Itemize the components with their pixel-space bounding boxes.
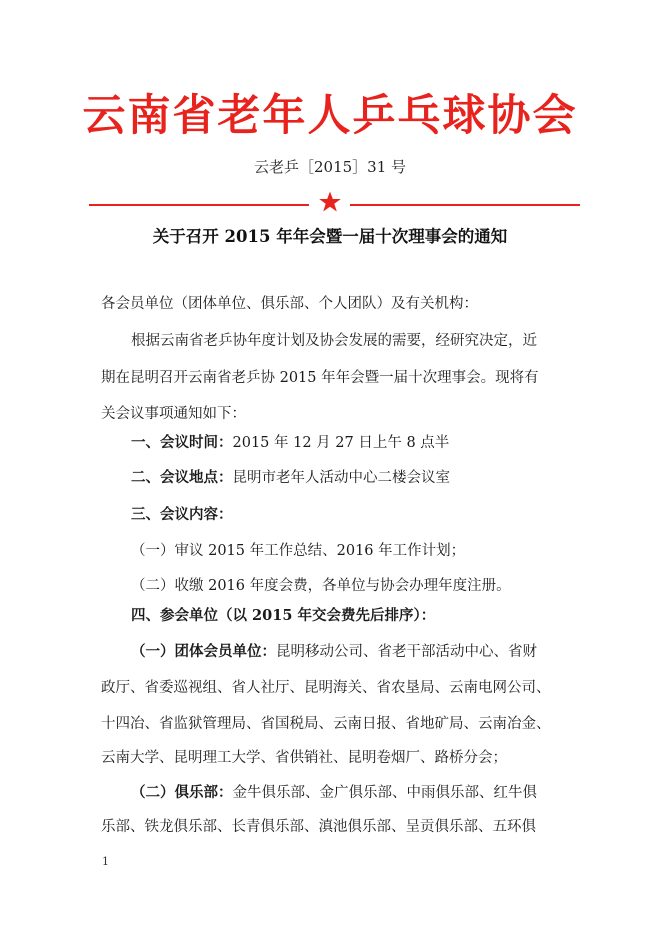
clubs-label: （二）俱乐部：: [131, 784, 233, 801]
item-meeting-location: [131, 467, 601, 489]
item-meeting-content: 三、会议内容：: [131, 506, 233, 523]
item-value: 2015 年 12 月 27 日上午 8 点半: [232, 435, 450, 451]
intro-line: 根据云南省老乒协年度计划及协会发展的需要，经研究决定，近: [131, 333, 537, 349]
page-number: 1: [102, 855, 109, 868]
content-sub-item: （二）收缴 2016 年度会费，各单位与协会办理年度注册。: [131, 578, 511, 594]
group-members-line: 十四冶、省监狱管理局、省国税局、云南日报、省地矿局、云南冶金、: [101, 716, 551, 732]
group-members-label: （一）团体会员单位：: [131, 643, 276, 660]
clubs-line: 金牛俱乐部、金广俱乐部、中雨俱乐部、红牛俱: [232, 785, 537, 801]
clubs-line: 乐部、铁龙俱乐部、长青俱乐部、滇池俱乐部、呈贡俱乐部、五环俱: [101, 819, 536, 835]
item-label: 二、会议地点：: [131, 469, 233, 486]
document-number: 云老乒［2015］31 号: [253, 158, 407, 176]
group-members-line: 昆明移动公司、省老干部活动中心、省财: [276, 644, 537, 660]
clubs: [131, 782, 601, 804]
divider-left: [89, 204, 309, 206]
divider-right: [350, 204, 580, 206]
item-label: 一、会议时间：: [131, 434, 233, 451]
intro-line: 关会议事项通知如下：: [101, 406, 246, 422]
group-members: [131, 641, 601, 663]
salutation: 各会员单位（团体单位、俱乐部、个人团队）及有关机构：: [101, 296, 478, 312]
intro-line: 期在昆明召开云南省老乒协 2015 年年会暨一届十次理事会。现将有: [101, 370, 539, 386]
item-value: 昆明市老年人活动中心二楼会议室: [232, 470, 450, 486]
org-title: 云南省老年人乒乓球协会: [82, 91, 578, 141]
star-icon: [318, 190, 342, 214]
item-participants-heading: 四、参会单位（以 2015 年交会费先后排序）：: [131, 607, 436, 624]
content-sub-item: （一）审议 2015 年工作总结、2016 年工作计划；: [131, 543, 466, 559]
item-meeting-time: [131, 432, 601, 454]
group-members-line: 云南大学、昆明理工大学、省供销社、昆明卷烟厂、路桥分会；: [101, 750, 507, 766]
notice-title: 关于召开 2015 年年会暨一届十次理事会的通知: [152, 227, 508, 246]
group-members-line: 政厅、省委巡视组、省人社厅、昆明海关、省农垦局、云南电网公司、: [101, 680, 551, 696]
